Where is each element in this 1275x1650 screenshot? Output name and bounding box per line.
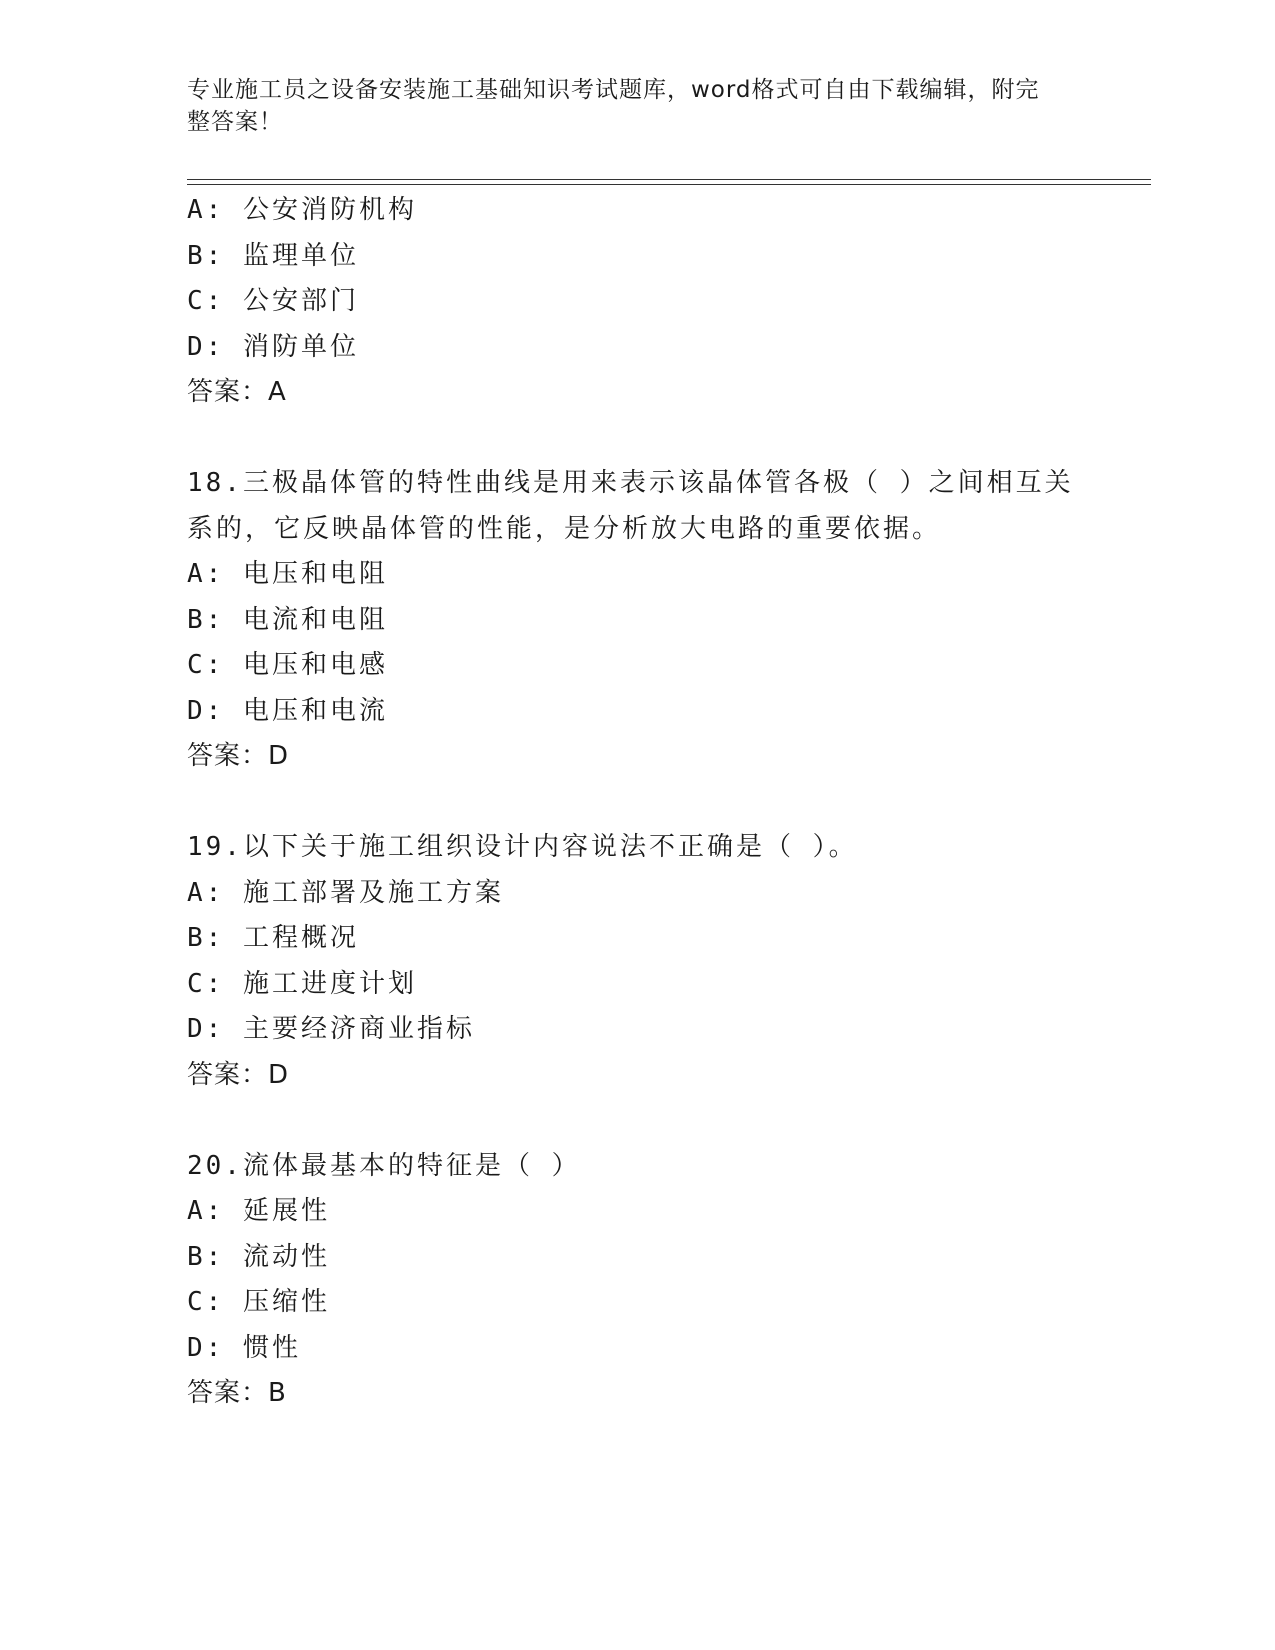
spacer [187, 416, 1087, 462]
spacer [187, 1098, 1087, 1144]
spacer [187, 780, 1087, 826]
question-stem: 18.三极晶体管的特性曲线是用来表示该晶体管各极（ ）之间相互关 [187, 468, 1074, 498]
option-b: B: 监理单位 [187, 240, 359, 271]
option-c: C: 公安部门 [187, 286, 359, 316]
option-b: B: 流动性 [187, 1241, 330, 1272]
document-header [187, 74, 1067, 138]
question-stem-continued: 系的，它反映晶体管的性能，是分析放大电路的重要依据。 [187, 513, 942, 544]
option-c: C: 压缩性 [187, 1287, 330, 1317]
option-a: A: 延展性 [187, 1196, 330, 1226]
question-stem: 20.流体最基本的特征是（ ） [187, 1150, 581, 1181]
question-19 [187, 825, 1087, 1098]
option-c: C: 电压和电感 [187, 650, 388, 680]
answer: 答案：D [187, 741, 290, 771]
question-stem: 19.以下关于施工组织设计内容说法不正确是（ ）。 [187, 832, 858, 862]
option-a: A: 电压和电阻 [187, 559, 388, 589]
question-20 [187, 1144, 1087, 1417]
option-b: B: 工程概况 [187, 923, 359, 953]
option-a: A: 施工部署及施工方案 [187, 877, 504, 908]
option-b: B: 电流和电阻 [187, 604, 388, 635]
answer: 答案：D [187, 1059, 290, 1090]
question-list [187, 188, 1087, 1417]
header-line-2: 整答案！ [187, 109, 283, 135]
option-a: A: 公安消防机构 [187, 195, 417, 225]
answer: 答案：B [187, 1378, 287, 1408]
question-17 [187, 188, 1087, 416]
option-d: D: 电压和电流 [187, 695, 388, 726]
option-d: D: 消防单位 [187, 331, 359, 362]
option-c: C: 施工进度计划 [187, 968, 417, 999]
header-line-1: 专业施工员之设备安装施工基础知识考试题库，word格式可自由下载编辑，附完 [187, 77, 1040, 103]
option-d: D: 主要经济商业指标 [187, 1014, 475, 1044]
question-18 [187, 461, 1087, 780]
option-d: D: 惯性 [187, 1332, 301, 1363]
answer: 答案：A [187, 377, 287, 407]
header-divider [187, 179, 1151, 185]
